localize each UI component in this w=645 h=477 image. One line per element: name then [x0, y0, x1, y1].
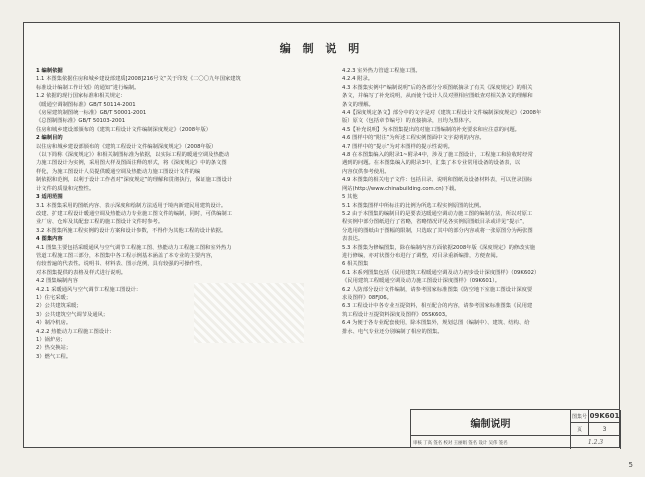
text-line: 4.2 图集编制内容	[36, 278, 78, 285]
text-line: 3.2 本图集所施工程实例的设计方案和设计参数，不得作为其他工程的设计依据。	[36, 227, 227, 234]
text-line: 制依据和范例，以利于设计工作者对“深度规定”的理解和贯彻执行，保证施工图设计	[36, 177, 233, 184]
text-line: 《总图制图标准》GB/T 50103-2001	[36, 118, 126, 125]
text-line: 1.1 本图集依据住房和城乡建设部建质[2008]216号文“关于印发《二〇〇九年国家建筑	[36, 76, 241, 83]
text-line: 1）住宅采暖；	[36, 294, 72, 301]
text-line: 《房屋建筑制图统一标准》GB/T 50001-2001	[36, 110, 147, 117]
text-line: 管道工程施工图三部分，本图集中各工程示例基本涵盖了本专业的主要内容，	[36, 252, 217, 259]
sheet-page-number: 3	[589, 423, 621, 436]
text-line: 《暖通空调制图标准》GB/T 50114-2001	[36, 101, 136, 108]
text-line: 4.8 在本图集编入的附录1~附录4中，涉及了施工图设计，工程施工和验收时经常	[342, 152, 533, 159]
text-line: 3.1 本图集采用的图纸内容、表示深度和绘制方法适用于境内新建民用建筑设计。	[36, 202, 227, 209]
text-line: 版）原文（包括章节编号）的直接摘录，且均为黑体字。	[342, 118, 475, 125]
text-line: 5.2 由于本图集的编制目的是要表达暖通空调动力施工图的编制方法，所以对原工	[342, 210, 533, 217]
text-line: 4.2.4 附录。	[342, 76, 374, 83]
signature-row	[411, 436, 571, 449]
text-line: 计文件的质量和完整性。	[36, 185, 95, 192]
text-line: 改建、扩建工程设计暖通空调及热能动力专业施工图文件的编制，同时，可供编制工	[36, 210, 232, 217]
page-title: 编 制 说 明	[279, 42, 364, 55]
text-line: 4.2.2 热能动力工程施工图设计：	[36, 328, 115, 335]
text-line: 表表达。	[342, 236, 364, 243]
text-line: 条文的理解。	[342, 101, 374, 108]
text-line: 4.7 图样中的“提示”为对本图样的提示性说明。	[342, 143, 453, 150]
text-line: 分选用的图纸由于图幅的限制，只选取了其中的部分内容或将一张原图分为两张图	[342, 227, 533, 234]
signature-marks	[571, 436, 621, 449]
text-line: 求及图样》08FJ06。	[342, 294, 392, 301]
text-line: 4.2.1 采暖通风与空气调节工程施工图设计：	[36, 286, 142, 293]
drawing-sheet	[23, 22, 620, 448]
text-line: 内容仅供参考使用。	[342, 168, 390, 175]
title-block	[410, 409, 620, 448]
signature-1: 1.2.3	[587, 439, 604, 446]
text-line: 6.2 人防部分设计文件编制，请参考国家标准图集《防空地下室施工图设计深度要	[342, 286, 533, 293]
text-line: 5.1 本图集图样中所标注的比例为所选工程实例原图的比例。	[342, 202, 485, 209]
text-line: 6.1 本系列图集包括《民用建筑工程暖通空调及动力初步设计深度图样》（09K602）	[342, 269, 540, 276]
text-line: 5.3 本图集为修编图集，除在编制内容方面依据2008年版《深度规定》的修改实施	[342, 244, 536, 251]
text-line: 业厂房、仓库及其配套工程的施工图设计文件时参考。	[36, 219, 164, 226]
section-heading: 2 编制目的	[36, 135, 63, 142]
text-line: 筑工程设计互提资料深度及图样》05SK603。	[342, 311, 451, 318]
text-line: 进行修编，亦对状图分布进行了调整，对目录重新编排，方便查阅。	[342, 252, 501, 259]
text-line: 6.3 工程设计中各专业互提资料，相互配合的内容，请参考国家标准图集《民用建	[342, 303, 533, 310]
text-line: 1）锅炉房；	[36, 337, 66, 343]
text-line: （以下简称《深度规定》）和相关制图标准为依据，以实际工程的暖通空调及热能动	[36, 152, 230, 159]
text-line: 遇到的问题。在本图集编入的附录3中，汇集了本专业常用设备的设备表，以	[342, 160, 521, 167]
text-line: 4）制冷机房。	[36, 320, 72, 327]
text-line: 住房和城乡建设部颁布的《建筑工程设计文件编制深度规定》（2008年版）	[36, 126, 212, 133]
text-line: 3）燃气工程。	[36, 353, 72, 360]
text-line: 2）公共建筑采暖；	[36, 303, 82, 310]
text-line: 有较普遍的代表性。说明书、材料表、图示范例，具有较强的可操作性，	[36, 261, 206, 268]
text-line: 4.3 本图集实例中“编制说明”后的各部分分项图纸摘录了有关《深度规定》的相关	[342, 84, 533, 91]
text-line: 力施工图设计为实例，采用图大样及图面注释的形式，将《深度规定》中的条文图	[36, 160, 227, 167]
text-line: 3）公共建筑空气调节及通风；	[36, 311, 109, 318]
text-line: 1.2 依据的现行国家标准和相关规定：	[36, 93, 126, 100]
title-block-name: 编制说明	[411, 410, 571, 436]
text-line: 样化，为施工图设计人员提供暖通空调及热能动力施工图设计文件的编	[36, 168, 201, 175]
atlas-label: 图集号	[571, 410, 589, 423]
text-line: 4.2.3 室外热力管道工程施工图。	[342, 68, 421, 74]
page-number: 5	[628, 461, 633, 469]
section-heading: 3 适用范围	[36, 194, 63, 201]
text-line: 6 相关图集	[342, 261, 369, 268]
atlas-number: 09K601	[589, 410, 621, 423]
page-label: 页	[571, 423, 589, 436]
text-line: 对本图集提供的表格及样式进行说明。	[36, 269, 127, 276]
text-line: 4.9 本图集的相关电子文件：包括目录、说明和图纸及设备材料表，可以登录国标	[342, 177, 533, 184]
text-line: 条文，并编写了补充说明，从而使个设计人员对照相应图纸查对相关条文的理解和	[342, 93, 533, 100]
text-line: 6.4 为便于各专业配套使用，除本图集外，规划总图（编制中）、建筑、结构、给	[342, 320, 530, 327]
text-line: 4.5【补充说明】为本图集提出的对施工图编制的补充要求和应注意的问题。	[342, 126, 520, 133]
section-heading: 4 图集内容	[36, 236, 63, 243]
text-line: 排水、电气专业还分别编制了相应的图集。	[342, 328, 443, 335]
text-line: 2）热交换站；	[36, 345, 72, 352]
text-line: 4.6 图样中的“附注”为所述工程实例图面中文字说明的内容。	[342, 135, 485, 142]
text-line: 5 其他	[342, 194, 358, 201]
watermark-stamp	[194, 283, 304, 343]
text-line: 《民用建筑工程暖通空调及动力施工图设计深度图样》（09K601）。	[342, 278, 501, 285]
signature-row-text: 审核 丁高 签名 校对 王丽娟 签名 设计 吴伟 签名	[413, 440, 508, 446]
text-line: 程实例中部分图纸进行了省略，省略情况详见各实例原图纸目录或详见“提示”，	[342, 219, 528, 226]
text-line: 标准设计编制工作计划》的通知”进行编制。	[36, 84, 140, 91]
text-line: 网站(http://www.chinabuilding.com.cn)下载。	[342, 185, 460, 192]
section-heading: 1 编制依据	[36, 68, 63, 74]
text-line: 4.1 图集主要包括采暖通风与空气调节工程施工图、热能动力工程施工图和室外热力	[36, 244, 232, 251]
text-line: 以住房和城乡建设部颁布的《建筑工程设计文件编制深度规定》（2008年版）	[36, 143, 217, 150]
text-line: 4.4【深度规定条文】部分中的文字是对《建筑工程设计文件编制深度规定》（2008年	[342, 110, 542, 117]
right-text-column	[342, 67, 610, 336]
